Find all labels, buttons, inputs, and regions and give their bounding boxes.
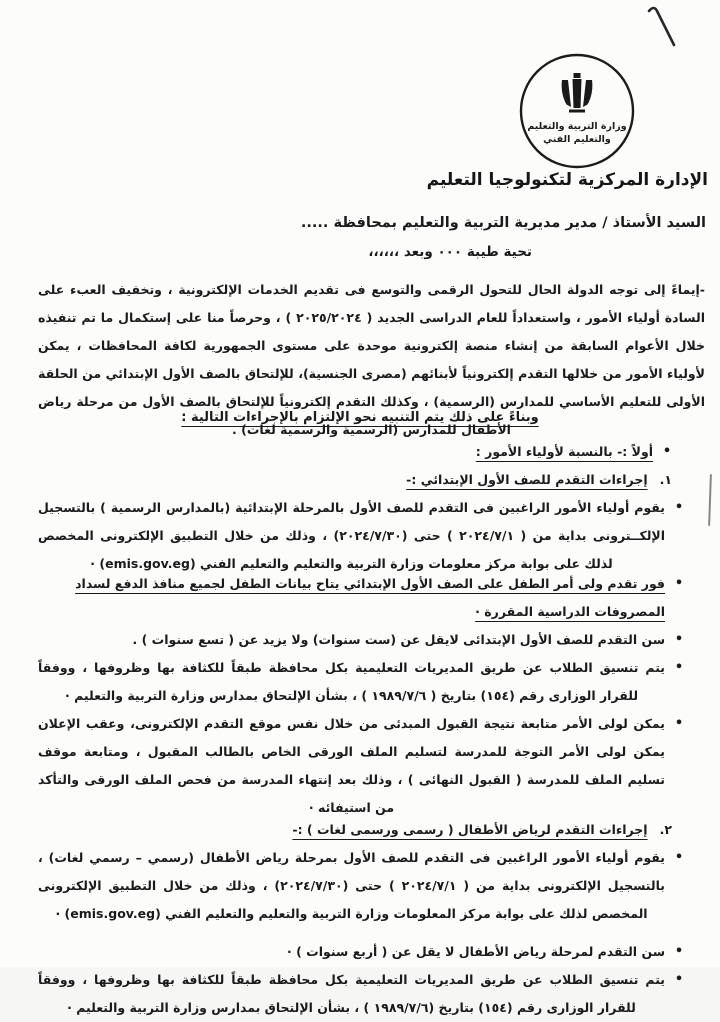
- department-title: الإدارة المركزية لتكنولوجيا التعليم: [426, 170, 708, 190]
- notice-heading: [0, 410, 720, 425]
- bullet-icon: •: [674, 632, 684, 647]
- seal-arabic-line1: وزارة التربية والتعليم: [527, 121, 627, 132]
- ministry-seal: [516, 50, 638, 172]
- list-item: [38, 710, 686, 822]
- item2-number: ٢.: [659, 822, 672, 837]
- section-parents-heading-text: أولاً :- بالنسبة لأولياء الأمور :: [475, 444, 653, 459]
- list-item: [38, 654, 686, 710]
- addressee-line: السيد الأستاذ / مدير مديرية التربية والتعليم بمحافظة .....: [300, 215, 706, 231]
- bullet-icon: •: [674, 660, 684, 675]
- list-item: [38, 844, 686, 928]
- bullet-icon: •: [662, 444, 672, 459]
- procedures-list: [38, 438, 686, 1022]
- bullet-icon: •: [674, 972, 684, 987]
- intro-paragraph: -إيماءً إلى توجه الدولة الحال للتحول الرقمى والتوسع فى تقديم الخدمات الإلكترونية ، وتخفيف العبء على السادة أولياء الأمور ، واستعداداً للعام الدراسى الجديد ( ٢٠٢٥/٢٠٢٤ ) ، وحرصاً منا على إستكمال ما تم تنفيذه خلال الأعوام السابقة من إنشاء منصة إلكترونية موحدة على مستوى الجمهورية لكافة المحافظات ، يمكن لأولياء الأمور من خلالها التقدم إلكترونياً لأبنائهم (مصرى الجنسية)، للإلتحاق بالصف الأول الإبتدائي من الحلقة الأولى للتعليم الأساسي للمدارس (الرسمية) ، وكذلك التقدم إلكترونياً للإلتحاق بالصف الأول من مرحلة رياض الأطفال للمدارس (الرسمية والرسمية لغات) .: [38, 281, 705, 437]
- pen-stroke-mark: [638, 2, 698, 58]
- item1-title: إجراءات التقدم للصف الأول الإبتدائي :-: [406, 472, 648, 487]
- item1-bullet-acceptance: يمكن لولى الأمر متابعة نتيجة القبول المبدئى من خلال نفس موقع التقدم الإلكترونى، وعقب الإعلان يمكن لولى الأمر التوجة للمدرسة لتسليم الملف الورقى الخاص بالطالب المقبول ، ومتابعة موقف تسليم الملف للمدرسة ( القبول النهائى ) ، وذلك بعد إنتهاء المدرسة من فحص الملف الورقى والتأكد من استيفائه ·: [38, 716, 665, 815]
- item2-title: إجراءات التقدم لرياض الأطفال ( رسمى ورسمى لغات ) :-: [292, 822, 648, 837]
- item1-heading: [38, 466, 686, 494]
- seal-arabic-line2: والتعليم الفني: [543, 134, 611, 145]
- notice-heading-text: وبناءً على ذلك يتم التنبيه نحو الإلتزام بالإجراءات التالية :: [181, 410, 539, 425]
- item1-number: ١.: [659, 472, 672, 487]
- list-item: [38, 966, 686, 1022]
- item2-bullet-age: سن التقدم لمرحلة رياض الأطفال لا يقل عن ( أربع سنوات ) ·: [287, 944, 665, 959]
- item1-bullet-registration: يقوم أولياء الأمور الراغبين فى التقدم للصف الأول بالمرحلة الإبتدائية (بالمدارس الرسمية ) بالتسجيل الإلكــترونى بداية من ( ٢٠٢٤/٧/١ ) حتى (٢٠٢٤/٧/٣٠) ، وذلك من خلال التطبيق الإلكترونى المخصص لذلك على بوابة مركز معلومات وزارة التربية والتعليم والتعليم الفني (emis.gov.eg) ·: [38, 500, 665, 571]
- bullet-icon: •: [674, 944, 684, 959]
- list-item: [38, 570, 686, 626]
- item1-bullet-age: سن التقدم للصف الأول الإبتدائى لايقل عن (ست سنوات) ولا يزيد عن ( تسع سنوات ) .: [132, 632, 665, 647]
- section-parents-heading: [38, 438, 686, 466]
- list-item: [38, 494, 686, 578]
- greeting-line: تحية طيبة ٠٠٠ وبعد ،،،،،،: [368, 244, 532, 260]
- eagle-of-saladin-icon: [562, 73, 593, 113]
- bullet-icon: •: [674, 500, 684, 515]
- bullet-icon: •: [674, 850, 684, 865]
- bullet-icon: •: [674, 716, 684, 731]
- item2-bullet-coordination: يتم تنسيق الطلاب عن طريق المديريات التعليمية بكل محافظة طبقاً للكثافة بها وظروفها ، ووفقاً للقرار الوزارى رقم (١٥٤) بتاريخ (١٩٨٩/٧/٦ ) ، بشأن الإلتحاق بمدارس وزارة التربية والتعليم ·: [38, 972, 665, 1015]
- list-item: [38, 938, 686, 966]
- item1-bullet-payment: فور تقدم ولى أمر الطفل على الصف الأول الإبتدائي يتاح بيانات الطفل لجميع منافذ الدفع لسداد المصروفات الدراسية المقررة ·: [75, 576, 665, 619]
- scan-artifact-line: [708, 474, 712, 526]
- list-item: [38, 626, 686, 654]
- item1-bullet-coordination: يتم تنسيق الطلاب عن طريق المديريات التعليمية بكل محافظة طبقاً للكثافة بها وظروفها ، ووفقاً للقرار الوزارى رقم (١٥٤) بتاريخ ( ١٩٨٩/٧/٦ ) ، بشأن الإلتحاق بمدارس وزارة التربية والتعليم ·: [38, 660, 665, 703]
- item2-bullet-registration: يقوم أولياء الأمور الراغبين فى التقدم للصف الأول بمرحلة رياض الأطفال (رسمي – رسمي لغات) ، بالتسجيل الإلكترونى بداية من ( ٢٠٢٤/٧/١ ) حتى (٢٠٢٤/٧/٣٠) ، وذلك من خلال التطبيق الإلكترونى المخصص لذلك على بوابة مركز المعلومات وزارة التربية والتعليم والتعليم الفني (emis.gov.eg) ·: [38, 850, 665, 921]
- bullet-icon: •: [674, 576, 684, 591]
